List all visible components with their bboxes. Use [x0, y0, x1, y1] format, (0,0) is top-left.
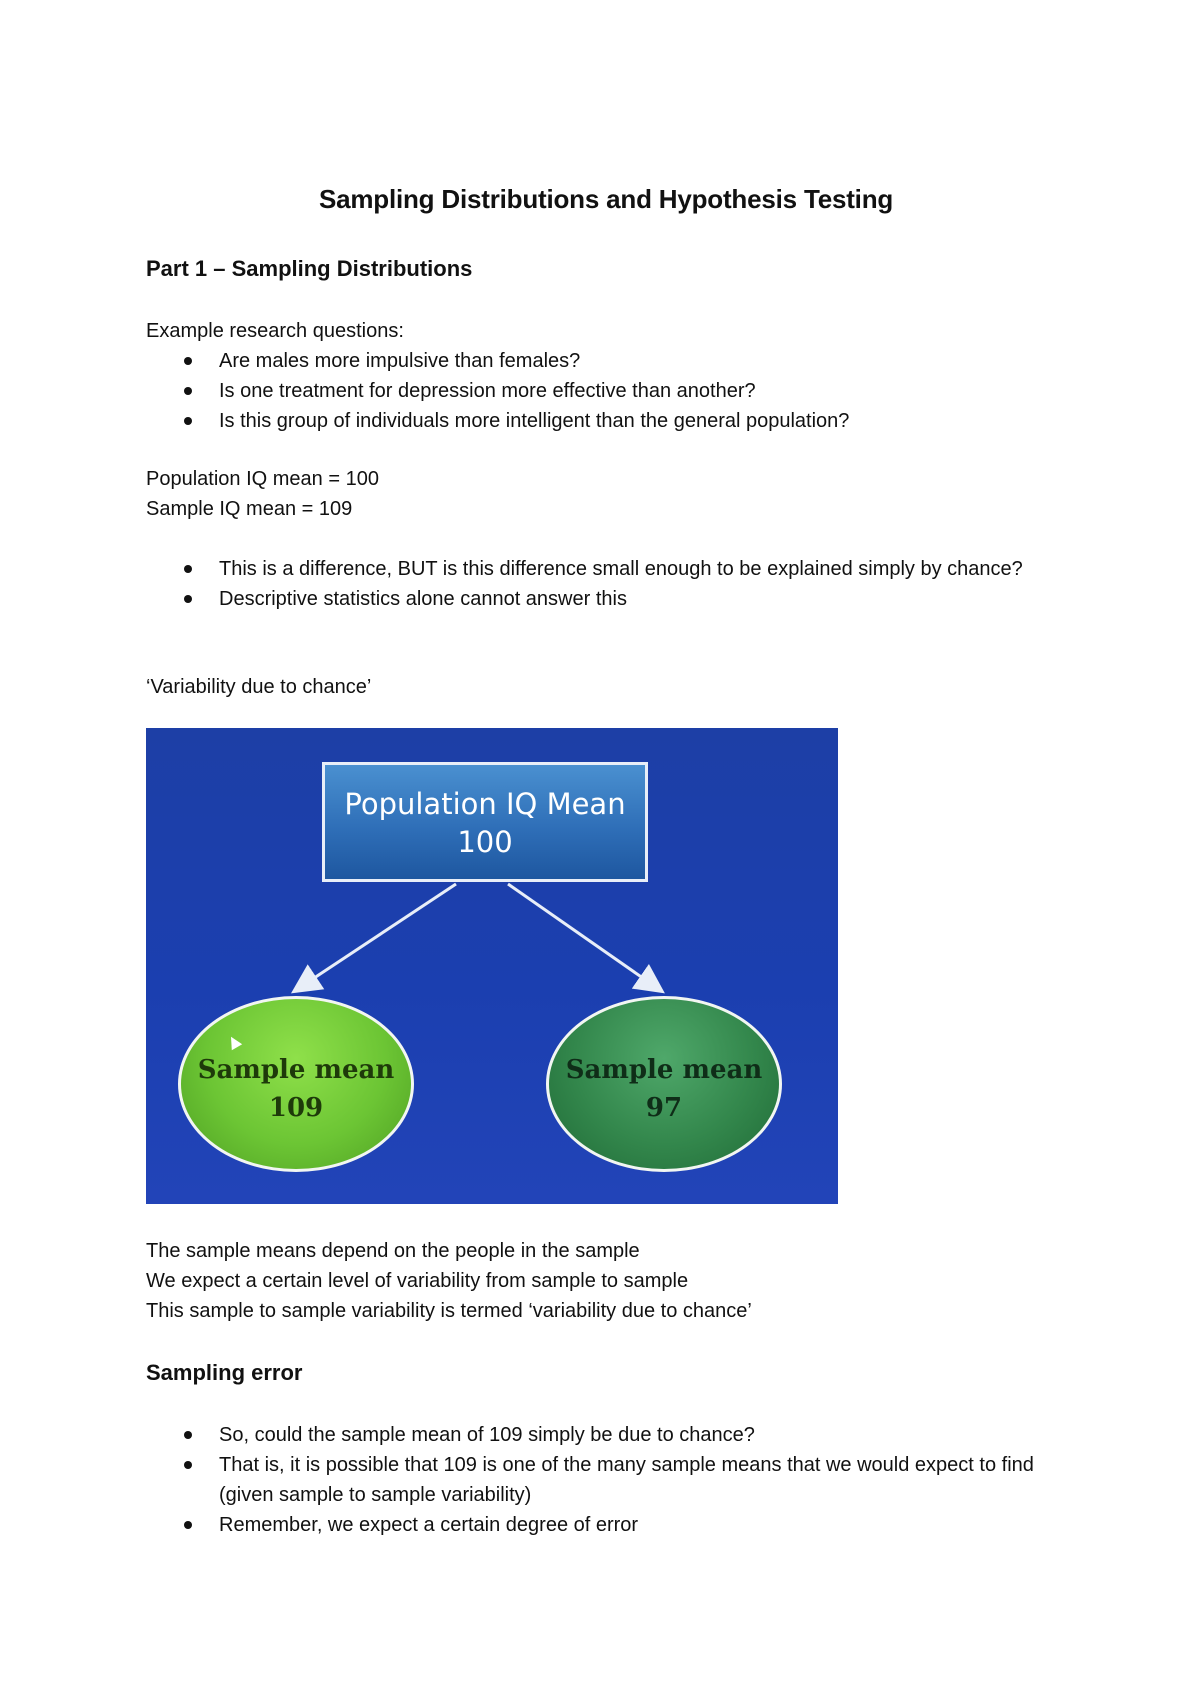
population-mean-line: Population IQ mean = 100 — [146, 468, 379, 490]
list-item: Are males more impulsive than females? — [146, 346, 1066, 376]
population-mean-box — [322, 762, 648, 882]
list-item: Descriptive statistics alone cannot answer this — [146, 584, 1046, 614]
part1-heading: Part 1 – Sampling Distributions — [146, 256, 473, 281]
arrow-left — [296, 884, 456, 990]
research-questions-intro: Example research questions: — [146, 320, 404, 342]
variability-quote: ‘Variability due to chance’ — [146, 676, 372, 698]
bullet-icon — [184, 387, 192, 395]
list-item: That is, it is possible that 109 is one of the many sample means that we would expect to find (given sample to sample variability) — [146, 1450, 1066, 1510]
list-item: Remember, we expect a certain degree of error — [146, 1510, 1066, 1540]
sample-mean-line: Sample IQ mean = 109 — [146, 498, 353, 520]
after-figure-line-2: We expect a certain level of variability from sample to sample — [146, 1270, 689, 1292]
after-figure-line-1: The sample means depend on the people in the sample — [146, 1240, 640, 1262]
research-questions-list — [146, 346, 1066, 436]
sample-mean-left — [178, 996, 414, 1172]
sample-mean-left-value: 109 — [268, 1093, 324, 1123]
bullet-icon — [184, 565, 192, 573]
sampling-error-list — [146, 1420, 1066, 1540]
list-item: So, could the sample mean of 109 simply be due to chance? — [146, 1420, 1066, 1450]
sampling-error-heading: Sampling error — [146, 1360, 303, 1385]
population-mean-label: Population IQ Mean — [344, 787, 626, 821]
population-mean-value: 100 — [457, 825, 513, 859]
bullet-icon — [184, 595, 192, 603]
bullet-icon — [184, 357, 192, 365]
bullet-icon — [184, 1521, 192, 1529]
list-item: This is a difference, BUT is this difference small enough to be explained simply by chance? — [146, 554, 1046, 584]
list-item: Is one treatment for depression more effective than another? — [146, 376, 1066, 406]
sample-mean-right — [546, 996, 782, 1172]
after-figure-line-3: This sample to sample variability is termed ‘variability due to chance’ — [146, 1300, 752, 1322]
arrow-right — [508, 884, 660, 990]
bullet-icon — [184, 417, 192, 425]
bullet-icon — [184, 1461, 192, 1469]
list-item: Is this group of individuals more intelligent than the general population? — [146, 406, 1066, 436]
sample-mean-right-label: Sample mean — [565, 1055, 763, 1085]
bullet-icon — [184, 1431, 192, 1439]
population-sample-diagram — [146, 728, 838, 1204]
sample-mean-left-label: Sample mean — [197, 1055, 395, 1085]
sample-mean-right-value: 97 — [645, 1093, 683, 1123]
difference-list — [146, 554, 1046, 614]
document-title: Sampling Distributions and Hypothesis Testing — [318, 184, 894, 214]
